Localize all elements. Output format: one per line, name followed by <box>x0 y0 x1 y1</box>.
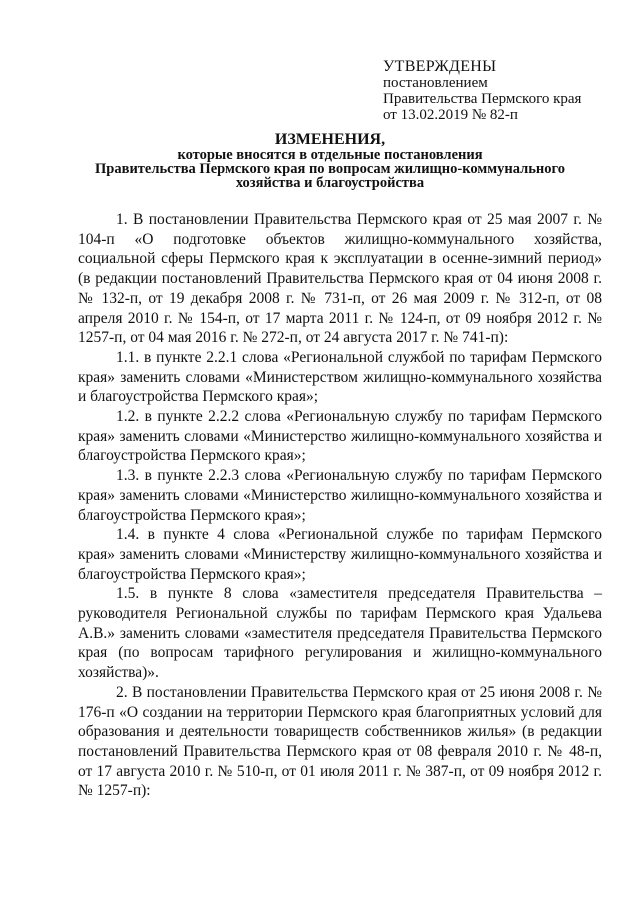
subtitle-line: которые вносятся в отдельные постановления <box>177 147 483 163</box>
document-title: ИЗМЕНЕНИЯ, <box>274 131 386 148</box>
paragraph-1: 1. В постановлении Правительства Пермского края от 25 мая 2007 г. № 104-п «О подготовке объектов жилищно-коммунального хозяйства, социальной сферы Пермского края к эксплуатации в осенне-зимний период» (в редакции постановлений Правительства Пермского края от 04 июня 2008 г. № 132-п, от 19 декабря 2008 г. № 731-п, от 26 мая 2009 г. № 312-п, от 08 апреля 2010 г. № 154-п, от 17 марта 2011 г. № 124-п, от 09 ноября 2012 г. № 1257-п, от 04 мая 2016 г. № 272-п, от 24 августа 2017 г. № 741-п): <box>78 211 602 347</box>
document-subtitle <box>60 148 600 190</box>
approval-stamp <box>383 59 623 123</box>
paragraph-2: 2. В постановлении Правительства Пермского края от 25 июня 2008 г. № 176-п «О создании на территории Пермского края благоприятных условий для образования и деятельности товариществ собственников жилья» (в редакции постановлений Правительства Пермского края от 08 февраля 2010 г. № 48-п, от 17 августа 2010 г. № 510-п, от 01 июля 2011 г. № 387-п, от 09 ноября 2012 г. № 1257-п): <box>78 683 602 800</box>
paragraph-1-1: 1.1. в пункте 2.2.1 слова «Региональной службой по тарифам Пермского края» заменить словами «Министерством жилищно-коммунального хозяйства и благоустройства Пермского края»; <box>78 348 602 406</box>
approval-heading: УТВЕРЖДЕНЫ <box>383 58 497 75</box>
approval-line: Правительства Пермского края <box>383 91 582 107</box>
paragraph-1-3: 1.3. в пункте 2.2.3 слова «Региональную службу по тарифам Пермского края» заменить словами «Министерство жилищно-коммунального хозяйства и благоустройства Пермского края»; <box>78 467 602 524</box>
document-body <box>78 210 602 801</box>
subtitle-line: Правительства Пермского края по вопросам жилищно-коммунального <box>95 161 565 177</box>
paragraph-1-5: 1.5. в пункте 8 слова «заместителя председателя Правительства – руководителя Региональной службы по тарифам Пермского края Удальева А.В.» заменить словами «заместителя председателя Правительства Пермского края (по вопросам тарифного регулирования и жилищно-коммунального хозяйства)». <box>78 585 602 682</box>
paragraph-1-2: 1.2. в пункте 2.2.2 слова «Региональную службу по тарифам Пермского края» заменить словами «Министерство жилищно-коммунального хозяйства и благоустройства Пермского края»; <box>78 408 602 465</box>
subtitle-line: хозяйства и благоустройства <box>235 175 425 191</box>
approval-line: от 13.02.2019 № 82-п <box>383 107 518 123</box>
paragraph-1-4: 1.4. в пункте 4 слова «Региональной службе по тарифам Пермского края» заменить словами «Министерству жилищно-коммунального хозяйства и благоустройства Пермского края»; <box>78 526 602 583</box>
approval-line: постановлением <box>383 75 488 91</box>
